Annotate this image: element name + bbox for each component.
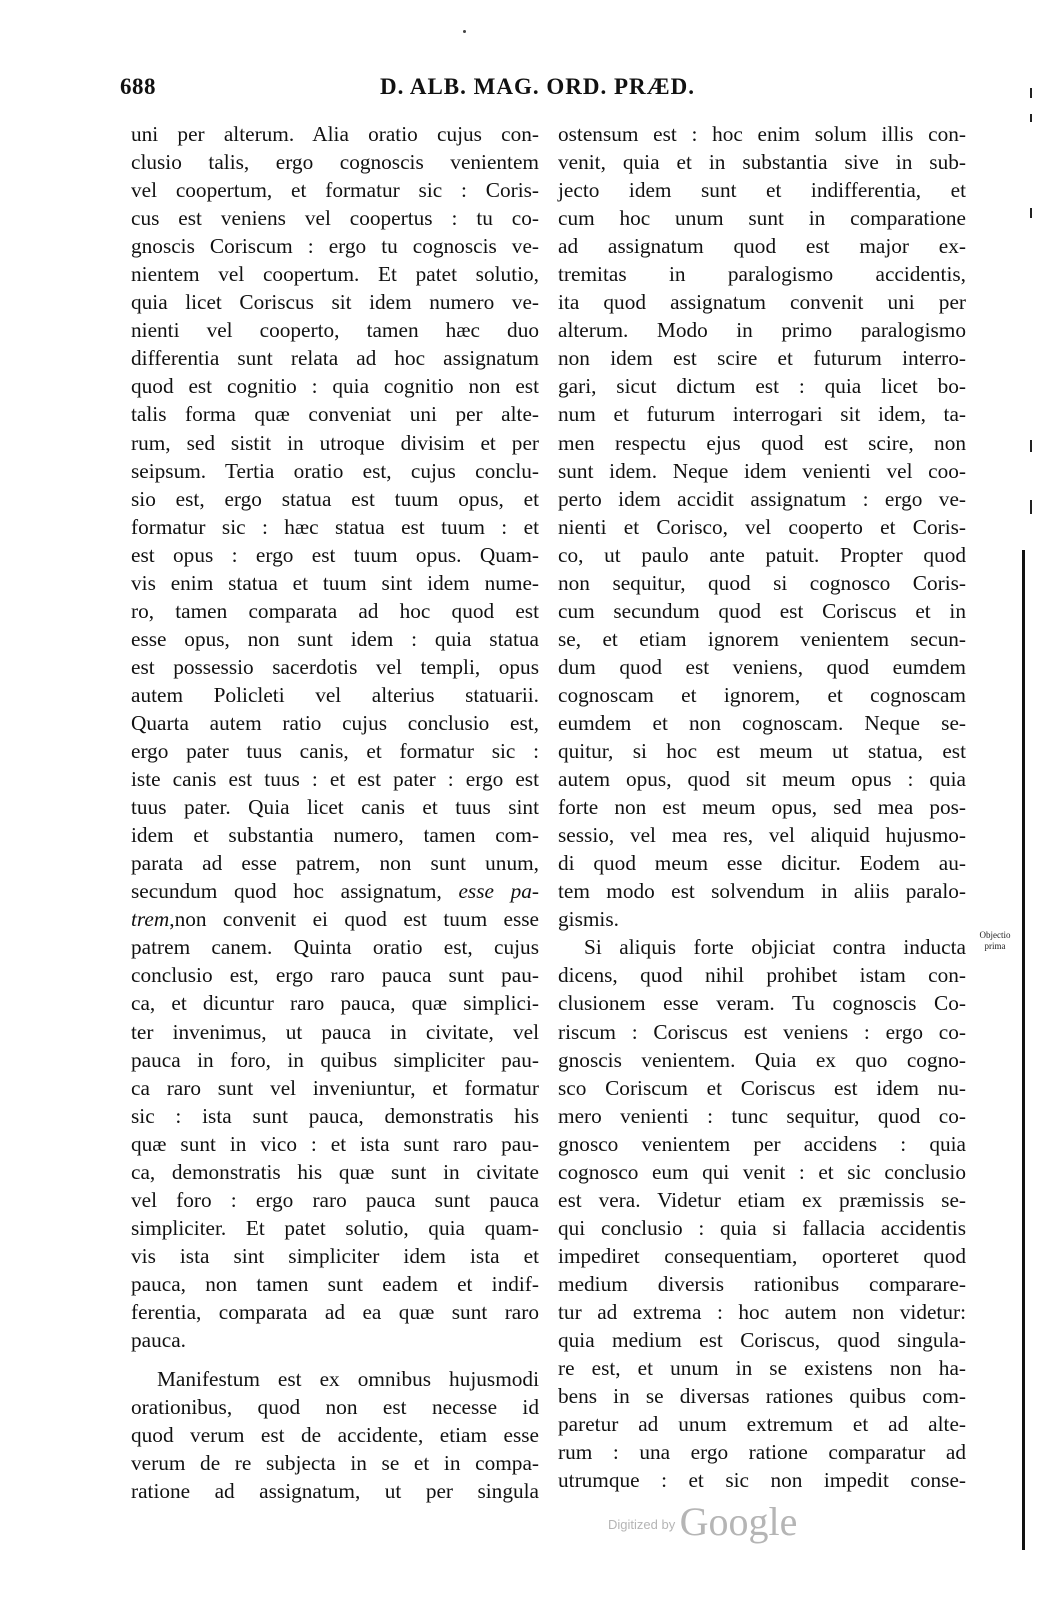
text-line: ter invenimus, ut pauca in civitate, vel (131, 1019, 539, 1044)
text-line: iste canis est tuus : et est pater : ergo est (131, 767, 539, 792)
text-line: venit, quia et in substantia sive in sub- (558, 150, 966, 175)
text-line: perto idem accidit assignatum : ergo ve- (558, 486, 966, 511)
right-column (558, 120, 966, 1494)
text-line: cum secundum quod est Coriscus et in (558, 598, 966, 623)
text-line: ergo pater tuus canis, et formatur sic : (131, 739, 539, 764)
text-line: ca, et dicuntur raro pauca, quæ simplici- (131, 991, 539, 1016)
text-line: utrumque : et sic non impedit conse- (558, 1468, 966, 1493)
margin-note-line: prima (984, 941, 1006, 951)
text-line: dicens, quod nihil prohibet istam con- (558, 963, 966, 988)
running-head: D. ALB. MAG. ORD. PRÆD. (380, 74, 695, 99)
text-line: patrem canem. Quinta oratio est, cujus (131, 935, 539, 960)
text-line: se, et etiam ignorem venientem secun- (558, 626, 966, 651)
text-run: ,non convenit ei quod est tuum esse (169, 907, 539, 932)
text-line: quitur, si hoc est meum ut statua, est (558, 739, 966, 764)
text-line: sco Coriscum et Coriscus est idem nu- (558, 1075, 966, 1100)
text-line: sio est, ergo statua est tuum opus, et (131, 486, 539, 511)
text-line: autem Policleti vel alterius statuarii. (131, 682, 539, 707)
text-line: pauca. (131, 1328, 186, 1353)
text-line: idem et substantia numero, tamen com- (131, 823, 539, 848)
text-line: co, ut paulo ante patuit. Propter quod (558, 542, 966, 567)
text-line: seipsum. Tertia oratio est, cujus conclu- (131, 458, 539, 483)
text-line (131, 877, 539, 905)
text-line: jecto idem sunt et indifferentia, et (558, 178, 966, 203)
text-line: gnoscis Coriscum : ergo tu cognoscis ve- (131, 234, 539, 259)
text-line: ad assignatum quod est major ex- (558, 234, 966, 259)
text-line: num et futurum interrogari sit idem, ta- (558, 402, 966, 427)
italic-run: trem (131, 907, 170, 932)
text-line: tremitas in paralogismo accidentis, (558, 262, 966, 287)
text-line: quia licet Coriscus sit idem numero ve- (131, 290, 539, 315)
text-line: eumdem et non cognoscam. Neque se- (558, 710, 966, 735)
text-line: sic : ista sunt pauca, demonstratis his (131, 1103, 539, 1128)
text-line: di quod meum esse dicitur. Eodem au- (558, 851, 966, 876)
left-column (131, 120, 539, 1505)
text-line: verum de re subjecta in se et in compa- (131, 1451, 539, 1476)
text-line: tuus pater. Quia licet canis et tuus sint (131, 795, 539, 820)
text-line: gismis. (558, 907, 619, 932)
margin-note-line: Objectio (979, 930, 1011, 940)
text-line: ro, tamen comparata ad hoc quod est (131, 598, 539, 623)
text-line: esse opus, non sunt idem : quia statua (131, 626, 539, 651)
text-run: secundum quod hoc assignatum, (131, 879, 442, 904)
text-line: ratione ad assignatum, ut per singula (131, 1479, 539, 1504)
ink-dot (463, 30, 466, 33)
page-number: 688 (120, 74, 156, 99)
text-line: vel coopertum, et formatur sic : Coris- (131, 178, 539, 203)
italic-run: esse pa- (458, 879, 539, 904)
text-line: tem modo est solvendum in aliis paralo- (558, 879, 966, 904)
text-line: simpliciter. Et patet solutio, quia quam- (131, 1215, 539, 1240)
text-line: differentia sunt relata ad hoc assignatum (131, 346, 539, 371)
watermark-prefix: Digitized by (608, 1517, 676, 1532)
text-line: vis enim statua et tuum sint idem nume- (131, 570, 539, 595)
text-line: Quarta autem ratio cujus conclusio est, (131, 710, 539, 735)
google-logo: Google (679, 1499, 798, 1544)
text-line: quod est cognitio : quia cognitio non est (131, 374, 539, 399)
text-line: clusio talis, ergo cognoscis venientem (131, 150, 539, 175)
text-line: ita quod assignatum convenit uni per (558, 290, 966, 315)
text-line: est possessio sacerdotis vel templi, opus (131, 654, 539, 679)
text-line: Si aliquis forte objiciat contra inducta (584, 935, 966, 960)
text-line: ca, demonstratis his quæ sunt in civitate (131, 1159, 539, 1184)
text-line: paretur ad unum extremum et ad alte- (558, 1412, 966, 1437)
text-line: rum : una ergo ratione comparatur ad (558, 1440, 966, 1465)
text-line: impediret consequentiam, oporteret quod (558, 1243, 966, 1268)
text-line: cognosco eum qui venit : et sic conclusio (558, 1159, 966, 1184)
text-line: vel foro : ergo raro pauca sunt pauca (131, 1187, 539, 1212)
text-line: cognoscam et ignorem, et cognoscam (558, 682, 966, 707)
text-line: medium diversis rationibus comparare- (558, 1271, 966, 1296)
text-line: alterum. Modo in primo paralogismo (558, 318, 966, 343)
text-line: est opus : ergo est tuum opus. Quam- (131, 542, 539, 567)
text-line: ferentia, comparata ad ea quæ sunt raro (131, 1299, 539, 1324)
text-line: sessio, vel mea res, vel aliquid hujusmo- (558, 823, 966, 848)
text-line (131, 905, 539, 933)
text-line: mero venienti : tunc sequitur, quod co- (558, 1103, 966, 1128)
text-line: cus est veniens vel coopertus : tu co- (131, 206, 539, 231)
text-line: orationibus, quod non est necesse id (131, 1395, 539, 1420)
text-line: talis forma quæ conveniat uni per alte- (131, 402, 539, 427)
text-line: uni per alterum. Alia oratio cujus con- (131, 122, 539, 146)
text-line: conclusio est, ergo raro pauca sunt pau- (131, 963, 539, 988)
text-line: quod verum est de accidente, etiam esse (131, 1423, 539, 1448)
digitized-by-google-watermark (608, 1498, 797, 1545)
text-line: est vera. Videtur etiam ex præmissis se- (558, 1187, 966, 1212)
text-line: cum hoc unum sunt in comparatione (558, 206, 966, 231)
text-line: parata ad esse patrem, non sunt unum, (131, 851, 539, 876)
text-line: nienti et Corisco, vel cooperto et Coris- (558, 514, 966, 539)
text-line: ostensum est : hoc enim solum illis con- (558, 122, 966, 146)
text-line: men respectu ejus quod est scire, non (558, 430, 966, 455)
text-line: non sequitur, quod si cognosco Coris- (558, 570, 966, 595)
text-line: non idem est scire et futurum interro- (558, 346, 966, 371)
text-line: dum quod est veniens, quod eumdem (558, 654, 966, 679)
text-line: vis ista sint simpliciter idem ista et (131, 1243, 539, 1268)
text-line: rum, sed sistit in utroque divisim et per (131, 430, 539, 455)
text-line: pauca in foro, in quibus simpliciter pau- (131, 1047, 539, 1072)
text-line: formatur sic : hæc statua est tuum : et (131, 514, 539, 539)
text-line: pauca, non tamen sunt eadem et indif- (131, 1271, 539, 1296)
text-line: riscum : Coriscus est veniens : ergo co- (558, 1019, 966, 1044)
text-line: clusionem esse veram. Tu cognoscis Co- (558, 991, 966, 1016)
text-line: quæ sunt in vico : et ista sunt raro pau- (131, 1131, 539, 1156)
text-line: gnosco venientem per accidens : quia (558, 1131, 966, 1156)
text-line: nientem vel coopertum. Et patet solutio, (131, 262, 539, 287)
text-line: qui conclusio : quia si fallacia accidentis (558, 1215, 966, 1240)
page-edge-rule (1022, 550, 1025, 1550)
text-line: gari, sicut dictum est : quia licet bo- (558, 374, 966, 399)
text-line: tur ad extrema : hoc autem non videtur: (558, 1299, 966, 1324)
text-line: forte non est meum opus, sed mea pos- (558, 795, 966, 820)
text-line: gnoscis venientem. Quia ex quo cogno- (558, 1047, 966, 1072)
text-line: autem opus, quod sit meum opus : quia (558, 767, 966, 792)
text-line: Manifestum est ex omnibus hujusmodi (157, 1367, 539, 1392)
text-line: sunt idem. Neque idem venienti vel coo- (558, 458, 966, 483)
margin-note (970, 930, 1020, 952)
text-line: bens in se diversas rationes quibus com- (558, 1384, 966, 1409)
text-line: ca raro sunt vel inveniuntur, et formatur (131, 1075, 539, 1100)
text-line: quia medium est Coriscus, quod singula- (558, 1328, 966, 1353)
text-line: nienti vel cooperto, tamen hæc duo (131, 318, 539, 343)
text-line: re est, et unum in se existens non ha- (558, 1356, 966, 1381)
